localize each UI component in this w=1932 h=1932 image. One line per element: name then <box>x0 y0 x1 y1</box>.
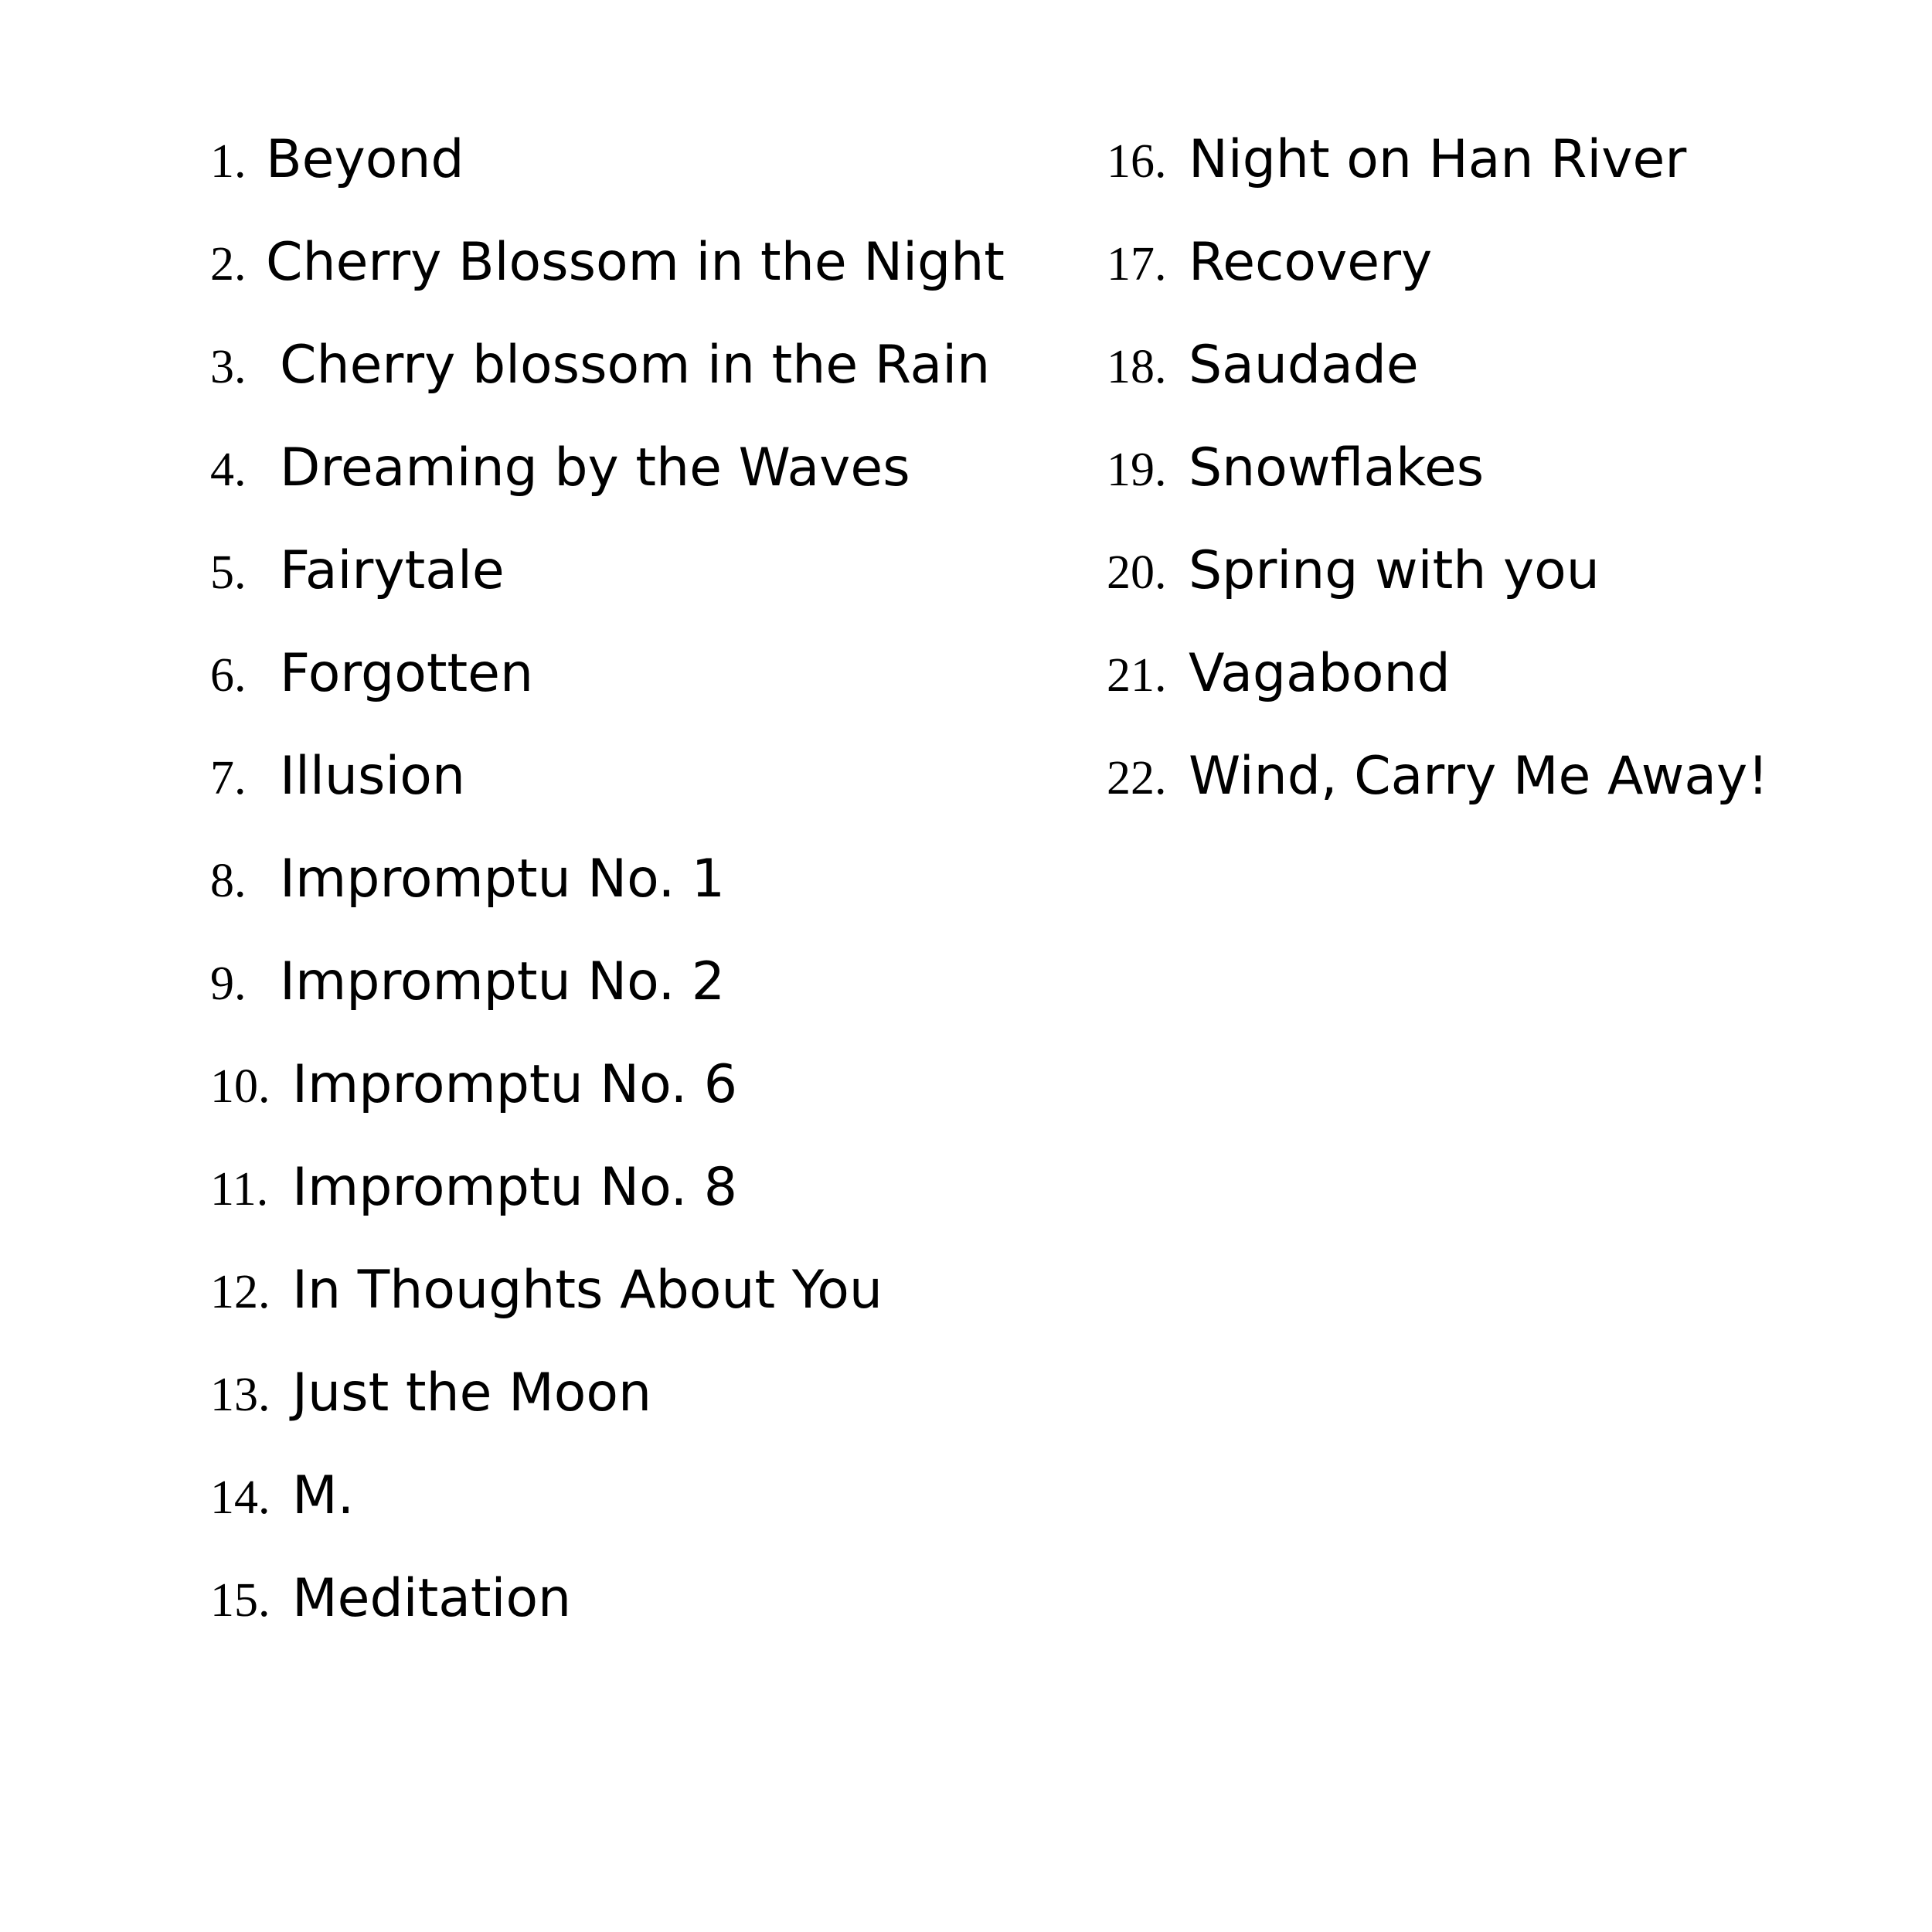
track-item <box>210 1362 1083 1465</box>
track-item <box>1107 232 1910 335</box>
track-number: 20. <box>1107 546 1167 599</box>
track-number: 9. <box>210 957 247 1010</box>
track-number: 10. <box>210 1060 270 1113</box>
track-number: 14. <box>210 1471 270 1524</box>
track-title: Impromptu No. 8 <box>292 1157 738 1218</box>
track-title: M. <box>292 1465 355 1526</box>
track-item <box>210 1157 1083 1260</box>
track-item <box>210 129 1083 232</box>
track-number: 7. <box>210 752 247 804</box>
track-title: Vagabond <box>1189 643 1451 704</box>
track-item <box>1107 746 1910 849</box>
track-item <box>1107 129 1910 232</box>
track-item <box>210 951 1083 1054</box>
track-item <box>1107 540 1910 643</box>
track-title: Impromptu No. 1 <box>280 849 726 910</box>
track-number: 21. <box>1107 649 1167 702</box>
track-title: Forgotten <box>280 643 534 704</box>
track-item <box>1107 335 1910 437</box>
track-number: 19. <box>1107 444 1167 496</box>
track-title: Impromptu No. 2 <box>280 951 726 1012</box>
track-title: Cherry blossom in the Rain <box>280 335 991 396</box>
track-title: Beyond <box>266 129 464 190</box>
track-number: 2. <box>210 238 247 291</box>
track-number: 15. <box>210 1574 270 1627</box>
track-title: Night on Han River <box>1189 129 1687 190</box>
track-number: 16. <box>1107 135 1167 188</box>
track-title: Dreaming by the Waves <box>280 437 910 498</box>
track-title: Saudade <box>1189 335 1419 396</box>
track-title: Snowflakes <box>1189 437 1485 498</box>
track-number: 4. <box>210 444 247 496</box>
track-number: 8. <box>210 855 247 907</box>
track-item <box>1107 437 1910 540</box>
track-item <box>210 1465 1083 1568</box>
track-title: Recovery <box>1189 232 1433 293</box>
track-item <box>210 437 1083 540</box>
track-item <box>210 540 1083 643</box>
track-title: Wind, Carry Me Away! <box>1189 746 1769 807</box>
track-number: 22. <box>1107 752 1167 804</box>
track-number: 17. <box>1107 238 1167 291</box>
track-number: 13. <box>210 1369 270 1421</box>
track-number: 12. <box>210 1266 270 1318</box>
track-title: Spring with you <box>1189 540 1600 601</box>
track-title: Impromptu No. 6 <box>292 1054 738 1115</box>
track-list-right-column <box>1107 129 1910 849</box>
track-number: 11. <box>210 1163 269 1216</box>
track-number: 5. <box>210 546 247 599</box>
track-item <box>210 849 1083 951</box>
track-number: 18. <box>1107 341 1167 393</box>
track-item <box>210 232 1083 335</box>
track-title: Fairytale <box>280 540 505 601</box>
track-item <box>210 335 1083 437</box>
track-number: 1. <box>210 135 247 188</box>
track-title: Cherry Blossom in the Night <box>266 232 1005 293</box>
track-item <box>210 1568 1083 1671</box>
track-item <box>210 1260 1083 1362</box>
track-item <box>210 746 1083 849</box>
track-list-left-column <box>210 129 1083 1671</box>
track-item <box>210 1054 1083 1157</box>
track-item <box>210 643 1083 746</box>
track-title: In Thoughts About You <box>292 1260 883 1321</box>
track-title: Meditation <box>292 1568 572 1629</box>
track-item <box>1107 643 1910 746</box>
track-title: Just the Moon <box>292 1362 652 1423</box>
track-number: 3. <box>210 341 247 393</box>
track-number: 6. <box>210 649 247 702</box>
track-title: Illusion <box>280 746 465 807</box>
